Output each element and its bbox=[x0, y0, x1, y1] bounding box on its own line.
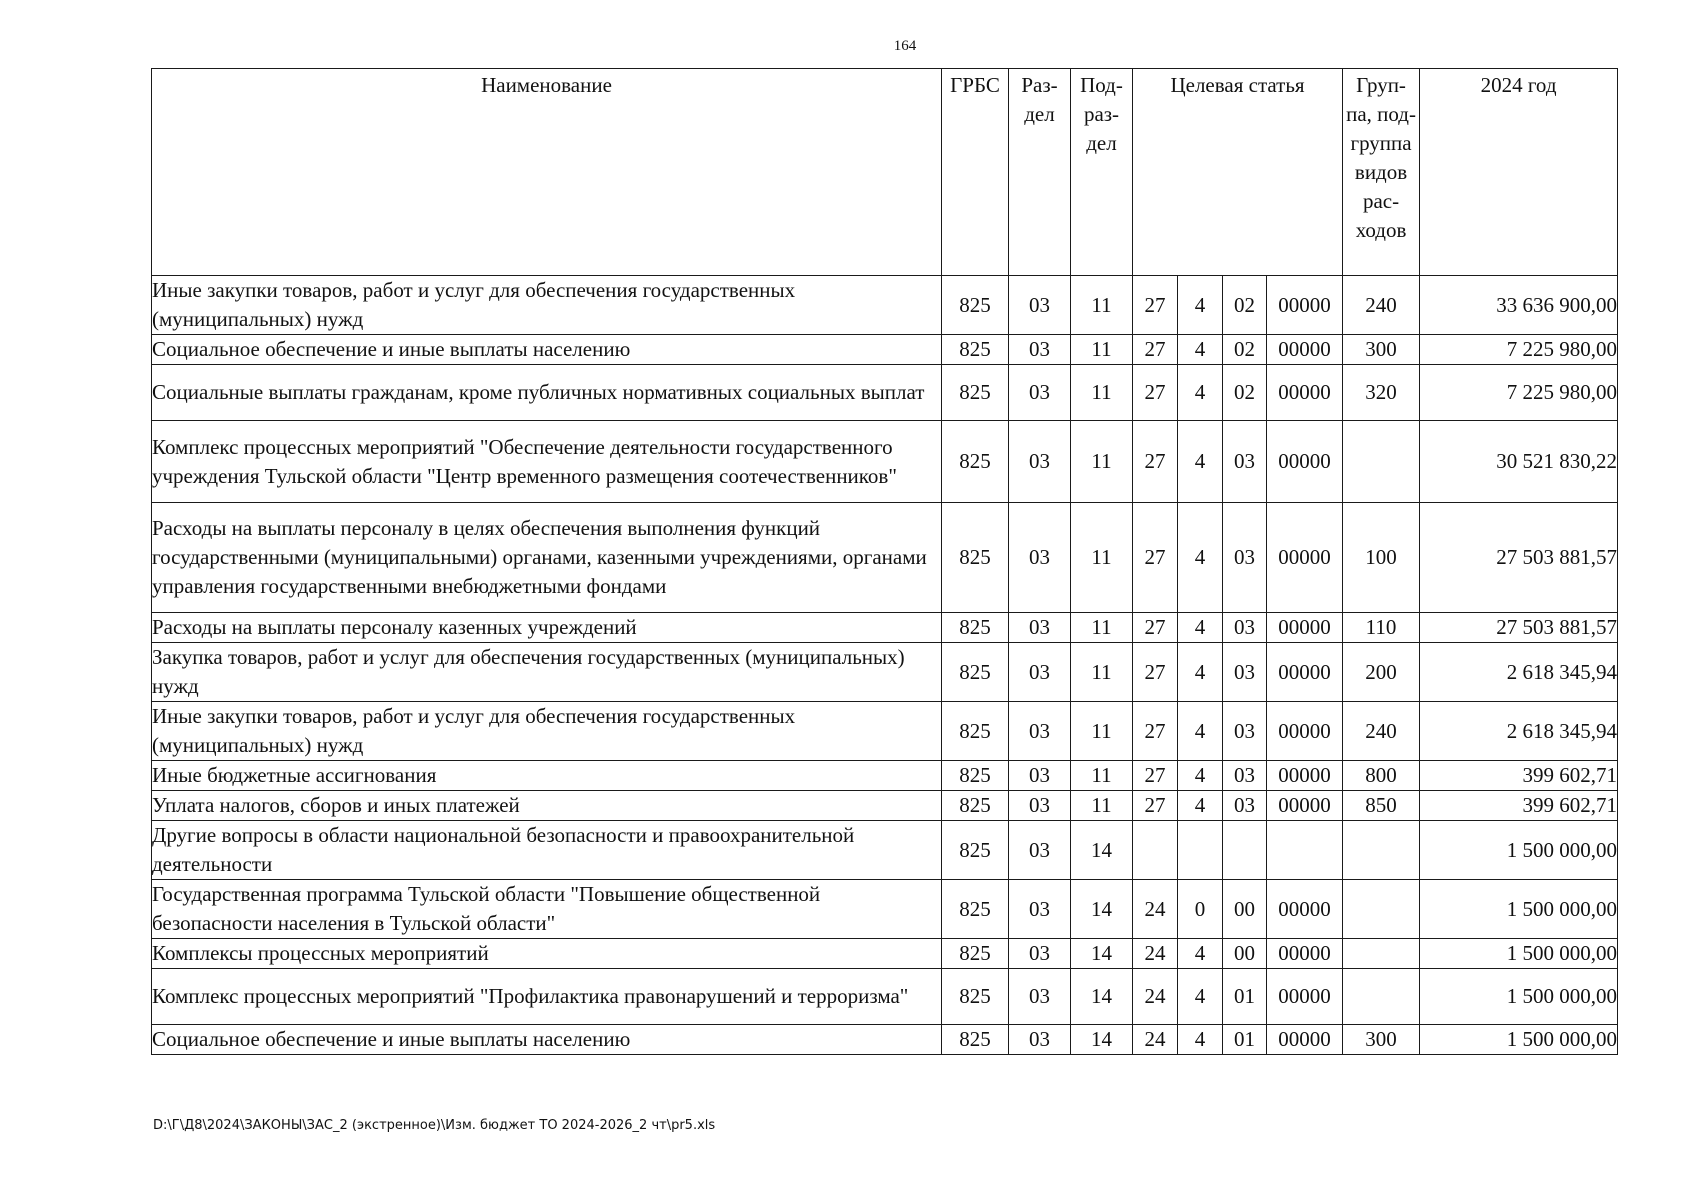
row-tselevaya-subprogram: 00 bbox=[1223, 880, 1267, 939]
header-year: 2024 год bbox=[1420, 69, 1618, 276]
row-vid-rashodov: 100 bbox=[1343, 503, 1420, 613]
row-tselevaya-type: 4 bbox=[1178, 761, 1223, 791]
row-tselevaya-type: 4 bbox=[1178, 969, 1223, 1025]
row-amount: 1 500 000,00 bbox=[1420, 880, 1618, 939]
row-tselevaya-direction: 00000 bbox=[1267, 365, 1343, 421]
row-razdel: 03 bbox=[1009, 276, 1071, 335]
row-amount: 1 500 000,00 bbox=[1420, 939, 1618, 969]
row-tselevaya-program: 27 bbox=[1133, 503, 1178, 613]
row-tselevaya-type: 4 bbox=[1178, 791, 1223, 821]
table-row bbox=[152, 276, 1618, 335]
row-podrazdel: 14 bbox=[1071, 821, 1133, 880]
row-razdel: 03 bbox=[1009, 365, 1071, 421]
row-razdel: 03 bbox=[1009, 643, 1071, 702]
row-tselevaya-direction: 00000 bbox=[1267, 761, 1343, 791]
row-vid-rashodov: 300 bbox=[1343, 335, 1420, 365]
row-tselevaya-program bbox=[1133, 821, 1178, 880]
row-tselevaya-program: 27 bbox=[1133, 791, 1178, 821]
row-name: Расходы на выплаты персоналу казенных учреждений bbox=[152, 613, 942, 643]
row-podrazdel: 11 bbox=[1071, 702, 1133, 761]
row-tselevaya-direction: 00000 bbox=[1267, 880, 1343, 939]
row-tselevaya-type bbox=[1178, 821, 1223, 880]
table-row bbox=[152, 365, 1618, 421]
row-tselevaya-subprogram: 03 bbox=[1223, 503, 1267, 613]
row-razdel: 03 bbox=[1009, 1025, 1071, 1055]
table-row bbox=[152, 613, 1618, 643]
row-podrazdel: 14 bbox=[1071, 939, 1133, 969]
row-tselevaya-program: 24 bbox=[1133, 880, 1178, 939]
row-vid-rashodov bbox=[1343, 939, 1420, 969]
row-amount: 2 618 345,94 bbox=[1420, 702, 1618, 761]
row-tselevaya-program: 27 bbox=[1133, 643, 1178, 702]
row-razdel: 03 bbox=[1009, 335, 1071, 365]
header-gruppa-vidov-rashodov: Груп-па, под-группа видов рас-ходов bbox=[1343, 69, 1420, 276]
row-amount: 1 500 000,00 bbox=[1420, 1025, 1618, 1055]
row-vid-rashodov: 110 bbox=[1343, 613, 1420, 643]
row-vid-rashodov: 240 bbox=[1343, 276, 1420, 335]
row-razdel: 03 bbox=[1009, 421, 1071, 503]
row-tselevaya-direction: 00000 bbox=[1267, 613, 1343, 643]
row-tselevaya-direction: 00000 bbox=[1267, 939, 1343, 969]
row-podrazdel: 11 bbox=[1071, 503, 1133, 613]
table-row bbox=[152, 643, 1618, 702]
header-razdel: Раз-дел bbox=[1009, 69, 1071, 276]
row-vid-rashodov: 300 bbox=[1343, 1025, 1420, 1055]
row-amount: 7 225 980,00 bbox=[1420, 365, 1618, 421]
row-vid-rashodov: 200 bbox=[1343, 643, 1420, 702]
row-vid-rashodov: 320 bbox=[1343, 365, 1420, 421]
row-tselevaya-subprogram: 03 bbox=[1223, 643, 1267, 702]
row-tselevaya-direction: 00000 bbox=[1267, 791, 1343, 821]
row-podrazdel: 11 bbox=[1071, 791, 1133, 821]
table-body bbox=[152, 276, 1618, 1055]
row-vid-rashodov: 850 bbox=[1343, 791, 1420, 821]
row-tselevaya-program: 27 bbox=[1133, 761, 1178, 791]
row-razdel: 03 bbox=[1009, 791, 1071, 821]
row-razdel: 03 bbox=[1009, 702, 1071, 761]
row-name: Уплата налогов, сборов и иных платежей bbox=[152, 791, 942, 821]
row-tselevaya-subprogram: 02 bbox=[1223, 365, 1267, 421]
row-grbs: 825 bbox=[942, 939, 1009, 969]
row-grbs: 825 bbox=[942, 335, 1009, 365]
table-row bbox=[152, 969, 1618, 1025]
row-tselevaya-subprogram: 03 bbox=[1223, 761, 1267, 791]
row-grbs: 825 bbox=[942, 503, 1009, 613]
row-podrazdel: 11 bbox=[1071, 276, 1133, 335]
row-name: Иные закупки товаров, работ и услуг для обеспечения государственных (муниципальных) нужд bbox=[152, 276, 942, 335]
row-tselevaya-subprogram: 02 bbox=[1223, 276, 1267, 335]
row-tselevaya-program: 27 bbox=[1133, 365, 1178, 421]
row-razdel: 03 bbox=[1009, 939, 1071, 969]
table-row bbox=[152, 503, 1618, 613]
row-grbs: 825 bbox=[942, 969, 1009, 1025]
table-header-row bbox=[152, 69, 1618, 276]
row-razdel: 03 bbox=[1009, 880, 1071, 939]
row-podrazdel: 14 bbox=[1071, 880, 1133, 939]
row-tselevaya-direction: 00000 bbox=[1267, 702, 1343, 761]
row-vid-rashodov bbox=[1343, 821, 1420, 880]
row-tselevaya-program: 24 bbox=[1133, 939, 1178, 969]
header-name: Наименование bbox=[152, 69, 942, 276]
row-grbs: 825 bbox=[942, 880, 1009, 939]
table-row bbox=[152, 821, 1618, 880]
table-row bbox=[152, 791, 1618, 821]
row-tselevaya-subprogram: 01 bbox=[1223, 1025, 1267, 1055]
row-vid-rashodov bbox=[1343, 880, 1420, 939]
row-tselevaya-subprogram: 03 bbox=[1223, 791, 1267, 821]
row-grbs: 825 bbox=[942, 791, 1009, 821]
row-podrazdel: 11 bbox=[1071, 421, 1133, 503]
header-grbs: ГРБС bbox=[942, 69, 1009, 276]
page-number: 164 bbox=[893, 38, 917, 54]
row-grbs: 825 bbox=[942, 421, 1009, 503]
row-name: Иные закупки товаров, работ и услуг для обеспечения государственных (муниципальных) нужд bbox=[152, 702, 942, 761]
row-tselevaya-type: 4 bbox=[1178, 1025, 1223, 1055]
row-grbs: 825 bbox=[942, 1025, 1009, 1055]
row-vid-rashodov: 800 bbox=[1343, 761, 1420, 791]
row-tselevaya-type: 0 bbox=[1178, 880, 1223, 939]
row-podrazdel: 11 bbox=[1071, 761, 1133, 791]
row-tselevaya-subprogram: 03 bbox=[1223, 613, 1267, 643]
row-amount: 2 618 345,94 bbox=[1420, 643, 1618, 702]
row-vid-rashodov: 240 bbox=[1343, 702, 1420, 761]
row-amount: 1 500 000,00 bbox=[1420, 821, 1618, 880]
row-amount: 33 636 900,00 bbox=[1420, 276, 1618, 335]
table-row bbox=[152, 335, 1618, 365]
row-tselevaya-subprogram: 01 bbox=[1223, 969, 1267, 1025]
table-row bbox=[152, 421, 1618, 503]
row-razdel: 03 bbox=[1009, 503, 1071, 613]
row-tselevaya-direction: 00000 bbox=[1267, 643, 1343, 702]
table-row bbox=[152, 939, 1618, 969]
row-podrazdel: 14 bbox=[1071, 1025, 1133, 1055]
row-amount: 27 503 881,57 bbox=[1420, 613, 1618, 643]
row-tselevaya-program: 24 bbox=[1133, 1025, 1178, 1055]
row-tselevaya-type: 4 bbox=[1178, 421, 1223, 503]
row-vid-rashodov bbox=[1343, 421, 1420, 503]
row-name: Социальное обеспечение и иные выплаты населению bbox=[152, 1025, 942, 1055]
row-name: Государственная программа Тульской области "Повышение общественной безопасности населения в Тульской области" bbox=[152, 880, 942, 939]
budget-table bbox=[151, 68, 1618, 1055]
table-row bbox=[152, 761, 1618, 791]
row-grbs: 825 bbox=[942, 643, 1009, 702]
row-tselevaya-subprogram: 02 bbox=[1223, 335, 1267, 365]
row-tselevaya-subprogram: 03 bbox=[1223, 702, 1267, 761]
table-row bbox=[152, 1025, 1618, 1055]
header-podrazdel: Под-раз-дел bbox=[1071, 69, 1133, 276]
row-tselevaya-direction: 00000 bbox=[1267, 969, 1343, 1025]
row-tselevaya-direction: 00000 bbox=[1267, 1025, 1343, 1055]
row-grbs: 825 bbox=[942, 276, 1009, 335]
row-grbs: 825 bbox=[942, 761, 1009, 791]
row-podrazdel: 11 bbox=[1071, 613, 1133, 643]
row-amount: 7 225 980,00 bbox=[1420, 335, 1618, 365]
row-amount: 1 500 000,00 bbox=[1420, 969, 1618, 1025]
row-name: Другие вопросы в области национальной безопасности и правоохранительной деятельности bbox=[152, 821, 942, 880]
row-razdel: 03 bbox=[1009, 821, 1071, 880]
row-grbs: 825 bbox=[942, 702, 1009, 761]
row-grbs: 825 bbox=[942, 821, 1009, 880]
row-tselevaya-type: 4 bbox=[1178, 939, 1223, 969]
row-podrazdel: 11 bbox=[1071, 365, 1133, 421]
row-amount: 30 521 830,22 bbox=[1420, 421, 1618, 503]
row-name: Комплекс процессных мероприятий "Профилактика правонарушений и терроризма" bbox=[152, 969, 942, 1025]
row-grbs: 825 bbox=[942, 613, 1009, 643]
row-name: Социальное обеспечение и иные выплаты населению bbox=[152, 335, 942, 365]
row-amount: 399 602,71 bbox=[1420, 791, 1618, 821]
row-podrazdel: 11 bbox=[1071, 643, 1133, 702]
row-tselevaya-program: 24 bbox=[1133, 969, 1178, 1025]
row-tselevaya-type: 4 bbox=[1178, 503, 1223, 613]
row-amount: 399 602,71 bbox=[1420, 761, 1618, 791]
row-razdel: 03 bbox=[1009, 969, 1071, 1025]
row-amount: 27 503 881,57 bbox=[1420, 503, 1618, 613]
row-podrazdel: 14 bbox=[1071, 969, 1133, 1025]
row-tselevaya-direction: 00000 bbox=[1267, 421, 1343, 503]
row-name: Комплекс процессных мероприятий "Обеспечение деятельности государственного учреждения Тульской области "Центр временного размещения соотечественников" bbox=[152, 421, 942, 503]
row-tselevaya-subprogram: 00 bbox=[1223, 939, 1267, 969]
row-tselevaya-subprogram bbox=[1223, 821, 1267, 880]
row-razdel: 03 bbox=[1009, 613, 1071, 643]
table-row bbox=[152, 880, 1618, 939]
row-tselevaya-direction bbox=[1267, 821, 1343, 880]
row-tselevaya-program: 27 bbox=[1133, 276, 1178, 335]
row-tselevaya-direction: 00000 bbox=[1267, 503, 1343, 613]
row-tselevaya-type: 4 bbox=[1178, 335, 1223, 365]
row-name: Расходы на выплаты персоналу в целях обеспечения выполнения функций государственными (муниципальными) органами, казенными учреждениями, органами управления государственными внебюджетными фондами bbox=[152, 503, 942, 613]
row-tselevaya-direction: 00000 bbox=[1267, 276, 1343, 335]
table-row bbox=[152, 702, 1618, 761]
row-tselevaya-program: 27 bbox=[1133, 702, 1178, 761]
row-tselevaya-type: 4 bbox=[1178, 365, 1223, 421]
row-grbs: 825 bbox=[942, 365, 1009, 421]
row-name: Закупка товаров, работ и услуг для обеспечения государственных (муниципальных) нужд bbox=[152, 643, 942, 702]
row-podrazdel: 11 bbox=[1071, 335, 1133, 365]
row-tselevaya-subprogram: 03 bbox=[1223, 421, 1267, 503]
header-tselevaya-statya: Целевая статья bbox=[1133, 69, 1343, 276]
row-tselevaya-program: 27 bbox=[1133, 613, 1178, 643]
row-tselevaya-type: 4 bbox=[1178, 276, 1223, 335]
row-name: Социальные выплаты гражданам, кроме публичных нормативных социальных выплат bbox=[152, 365, 942, 421]
row-tselevaya-type: 4 bbox=[1178, 643, 1223, 702]
row-tselevaya-type: 4 bbox=[1178, 702, 1223, 761]
row-tselevaya-program: 27 bbox=[1133, 421, 1178, 503]
row-tselevaya-direction: 00000 bbox=[1267, 335, 1343, 365]
row-tselevaya-type: 4 bbox=[1178, 613, 1223, 643]
row-vid-rashodov bbox=[1343, 969, 1420, 1025]
row-name: Комплексы процессных мероприятий bbox=[152, 939, 942, 969]
footer-file-path: D:\Г\Д8\2024\ЗАКОНЫ\ЗАС_2 (экстренное)\Изм. бюджет ТО 2024-2026_2 чт\pr5.xls bbox=[153, 1118, 716, 1133]
row-tselevaya-program: 27 bbox=[1133, 335, 1178, 365]
row-name: Иные бюджетные ассигнования bbox=[152, 761, 942, 791]
row-razdel: 03 bbox=[1009, 761, 1071, 791]
